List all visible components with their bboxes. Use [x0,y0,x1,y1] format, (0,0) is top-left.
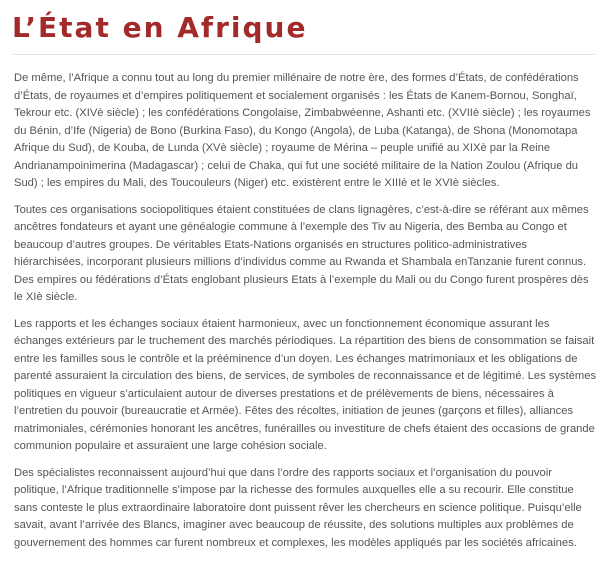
article-paragraph-1: De même, l’Afrique a connu tout au long du premier millénaire de notre ère, des formes d’États, de confédérations d’États, de royaumes et d’empires politiquement et socialement organisés : les États de Kanem-Bornou, Songhaï, Tekrour etc. (XIVè siècle) ; les confédérations Congolaise, Zimbabwéenne, Ashanti etc. (XVIIè siècle) ; les royaumes du Bénin, d’Ife (Nigeria) de Bono (Burkina Faso), du Kongo (Angola), de Luba (Katanga), de Shona (Monomotapa Afrique du Sud), de Kouba, de Lunda (XVè siècle) ; royaume de Mérina – peuple unifié au XIXè par la Reine Andrianampoinimerina (Madagascar) ; celui de Chaka, qui fut une société militaire de la Nation Zoulou (Afrique du Sud) ; les empires du Mali, des Toucouleurs (Niger) etc. existèrent entre le XIIIè et le XVIè siècles. [14,72,591,189]
article-paragraph-2: Toutes ces organisations sociopolitiques étaient constituées de clans lignagères, c’est-à-dire se référant aux mêmes ancêtres fondateurs et ayant une généalogie commune à l’exemple des Tiv au Nigeria, des Bemba au Congo et beaucoup d’autres groupes. De véritables Etats-Nations organisés en structures politico-administratives hiérarchisées, incorporant plusieurs millions d’individus comme au Rwanda et Shambala enTanzanie furent connus. Des empires ou fédérations d’États englobant plusieurs Etats à l’exemple du Mali ou du Congo furent prospères dès le XIè siècle. [14,203,589,303]
title-divider [12,54,596,55]
page-title: L’État en Afrique [12,11,308,44]
article-paragraph-4: Des spécialistes reconnaissent aujourd’hui que dans l’ordre des rapports sociaux et l’organisation du pouvoir politique, l’Afrique traditionnelle s’impose par la richesse des formules auxquelles elle a su recourir. Elle constitue sans conteste le plus extraordinaire laboratoire dont puissent rêver les chercheurs en science politique. Puisqu’elle savait, avant l’arrivée des Blancs, imaginer avec beaucoup de réussite, des solutions multiples aux problèmes de gouvernement des hommes car furent nombreux et complexes, les modèles appliqués par les sociétés africaines. [14,466,582,549]
article-paragraph-3: Les rapports et les échanges sociaux étaient harmonieux, avec un fonctionnement économique assurant les échanges extérieurs par le truchement des marchés périodiques. La répartition des biens de consommation se faisait entre les familles sous le contrôle et la prééminence d’un doyen. Les échanges matrimoniaux et les obligations de parenté assuraient la circulation des biens, de services, de symboles de reconnaissance et de légitimé. Les systèmes politiques en vigueur s’articulaient autour de diverses prestations et de prélèvements de biens, nécessaires à l’entretien du pouvoir (bureaucratie et Armée). Fêtes des récoltes, initiation de jeunes (garçons et filles), alliances matrimoniales, cérémonies honorant les ancêtres, funérailles ou investiture de chefs étaient des occasions de grande communion populaire et assuraient une large cohésion sociale. [14,317,597,452]
article-body [14,70,598,561]
